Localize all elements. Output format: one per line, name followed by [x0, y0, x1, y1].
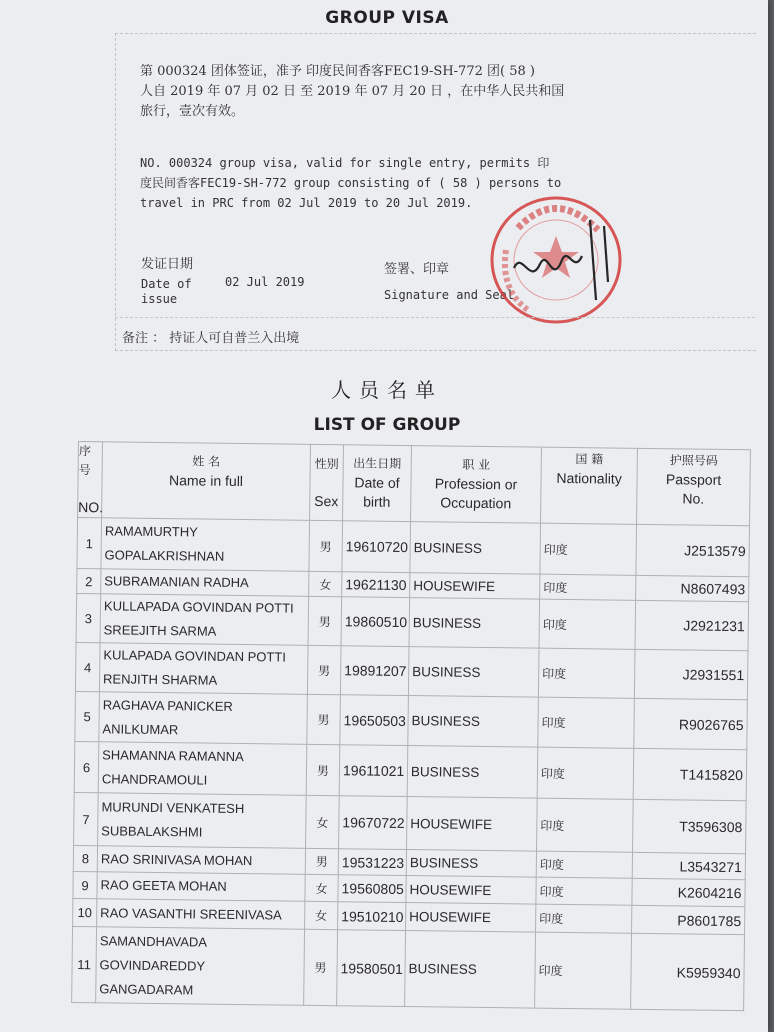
official-seal-stamp — [478, 190, 640, 326]
member-occupation: BUSINESS — [406, 850, 536, 878]
member-name — [100, 594, 309, 646]
member-name — [101, 518, 310, 572]
header-passport — [637, 448, 751, 525]
member-occupation: BUSINESS — [409, 598, 540, 649]
member-occupation: HOUSEWIFE — [410, 573, 540, 600]
member-occupation: BUSINESS — [405, 931, 536, 1009]
member-name-line: CHANDRAMOULI — [101, 771, 208, 788]
header-occupation-en: Profession or — [434, 475, 518, 493]
header-passport-en: No. — [682, 490, 705, 507]
member-passport: P8601785 — [632, 905, 745, 934]
member-passport: L3543271 — [632, 852, 745, 879]
row-number: 6 — [74, 741, 99, 792]
member-sex: 男 — [305, 848, 338, 874]
member-name-line: RAO GEETA MOHAN — [100, 877, 227, 894]
member-name — [97, 872, 305, 902]
header-nationality-en: Nationality — [556, 469, 622, 487]
header-passport-en: Passport — [665, 471, 722, 488]
member-passport: J2931551 — [634, 649, 748, 699]
group-member-table — [71, 441, 751, 1011]
list-title-en: LIST OF GROUP — [313, 415, 461, 435]
member-name-line: GOPALAKRISHNAN — [104, 547, 225, 564]
header-dob-zh: 出生日期 — [353, 456, 402, 471]
header-nationality — [541, 447, 638, 524]
table-header-row — [78, 442, 751, 526]
header-sex-zh: 性别 — [314, 456, 339, 471]
member-dob: 19560805 — [338, 875, 406, 903]
remark-divider — [115, 317, 755, 318]
member-name-line: RENJITH SHARMA — [103, 671, 218, 688]
row-number: 8 — [73, 845, 97, 871]
row-number: 1 — [77, 518, 102, 569]
member-occupation: HOUSEWIFE — [406, 876, 536, 905]
signature-label-en: Signature and Seal — [384, 288, 515, 302]
table-row — [74, 741, 747, 800]
row-number: 10 — [73, 898, 97, 926]
member-name-line: MURUNDI VENKATESH — [101, 799, 245, 817]
header-name-zh: 姓 名 — [192, 454, 221, 469]
member-name-line: RAO SRINIVASA MOHAN — [100, 850, 253, 868]
table-row — [75, 642, 748, 699]
row-number: 5 — [75, 691, 100, 741]
member-passport: J2513579 — [636, 524, 750, 576]
member-nationality: 印度 — [536, 851, 632, 878]
member-nationality: 印度 — [535, 932, 632, 1009]
member-occupation: BUSINESS — [410, 522, 541, 575]
visa-en-line: travel in PRC from 02 Jul 2019 to 20 Jul 2019. — [140, 196, 473, 210]
member-name — [97, 846, 305, 875]
remark: 备注 ： 持证人可自普兰入出境 — [122, 331, 300, 346]
member-nationality: 印度 — [540, 574, 636, 600]
member-name-line: SUBRAMANIAN RADHA — [104, 573, 249, 591]
header-occupation-en: Occupation — [440, 494, 512, 512]
member-nationality: 印度 — [538, 697, 635, 748]
member-passport: K5959340 — [631, 933, 745, 1010]
header-nationality-zh: 国 籍 — [575, 452, 604, 467]
table-row — [72, 926, 745, 1010]
row-number: 9 — [73, 871, 97, 898]
header-dob-en: birth — [363, 493, 391, 510]
member-nationality: 印度 — [540, 523, 637, 575]
member-name-line: KULAPADA GOVINDAN POTTI — [103, 647, 286, 665]
member-dob: 19531223 — [338, 849, 406, 876]
document-title: GROUP VISA — [325, 8, 449, 28]
member-occupation: BUSINESS — [408, 696, 539, 748]
header-no-zh: 序号 — [78, 444, 91, 478]
member-sex: 男 — [304, 929, 338, 1005]
member-name-line: SHAMANNA RAMANNA — [102, 747, 244, 765]
member-name-line: GANGADARAM — [99, 980, 194, 997]
member-passport: R9026765 — [634, 698, 748, 749]
header-name-en: Name in full — [168, 472, 244, 490]
member-name — [101, 569, 309, 597]
table-row — [74, 792, 747, 853]
member-name — [97, 899, 305, 930]
signature-label-zh: 签署、印章 — [384, 262, 450, 277]
member-passport: T3596308 — [633, 799, 747, 853]
member-name-line: SREEJITH SARMA — [103, 622, 217, 639]
member-dob: 19860510 — [341, 597, 410, 647]
header-no — [78, 442, 103, 518]
header-name — [102, 442, 311, 521]
row-number: 4 — [75, 642, 100, 691]
member-dob: 19621130 — [342, 572, 410, 598]
member-sex: 男 — [307, 694, 341, 744]
member-name — [98, 793, 307, 849]
list-title-zh: 人员名单 — [331, 378, 443, 402]
member-dob: 19610720 — [342, 521, 411, 573]
member-passport: J2921231 — [635, 600, 749, 650]
member-dob: 19650503 — [340, 695, 409, 746]
issue-date-label-en-line: issue — [141, 292, 178, 306]
member-nationality: 印度 — [536, 904, 632, 933]
member-sex: 女 — [305, 901, 338, 929]
member-sex: 女 — [309, 571, 342, 596]
header-passport-zh: 护照号码 — [669, 453, 718, 468]
member-name-line: ANILKUMAR — [102, 720, 179, 737]
header-occupation — [411, 446, 542, 524]
header-occupation-zh: 职 业 — [462, 457, 491, 473]
member-name-line: RAMAMURTHY — [104, 523, 198, 540]
header-no-en: NO. — [78, 499, 104, 516]
member-occupation: HOUSEWIFE — [407, 797, 538, 852]
member-nationality: 印度 — [537, 747, 634, 799]
visa-zh-line: 人自 2019 年 07 月 02 日 至 2019 年 07 月 20 日 ，在中华人民共和国 — [140, 84, 565, 99]
header-sex — [310, 444, 344, 520]
member-name-line: SAMANDHAVADA — [99, 932, 208, 950]
member-nationality: 印度 — [539, 599, 636, 649]
issue-date-label-en-line: Date of — [141, 277, 192, 291]
issue-date-value: 02 Jul 2019 — [225, 275, 305, 289]
visa-en-line: 度民间香客FEC19-SH-772 group consisting of ( 58 ) persons to — [140, 176, 562, 190]
member-dob: 19580501 — [337, 930, 406, 1007]
member-name-line: KULLAPADA GOVINDAN POTTI — [103, 598, 294, 616]
member-sex: 男 — [309, 520, 343, 571]
issue-date-label-zh: 发证日期 — [141, 257, 194, 272]
visa-text-chinese — [140, 62, 564, 122]
header-sex-en: Sex — [314, 492, 339, 509]
member-name — [99, 692, 308, 745]
member-nationality: 印度 — [537, 798, 634, 852]
visa-zh-line: 第 000324 团体签证，准予 印度民间香客FEC19-SH-772 团( 58 ) — [140, 64, 535, 79]
table-row — [75, 691, 748, 749]
member-name-line: RAO VASANTHI SREENIVASA — [100, 904, 282, 923]
member-dob: 19611021 — [339, 745, 408, 797]
member-dob: 19670722 — [339, 796, 408, 850]
member-occupation: BUSINESS — [407, 746, 538, 799]
member-name — [98, 742, 307, 796]
member-name — [99, 643, 308, 695]
member-name-line: GOVINDAREDDY — [99, 956, 206, 974]
issue-date-label-en — [141, 277, 192, 307]
member-sex: 女 — [306, 795, 340, 848]
member-name — [96, 927, 305, 1006]
visa-zh-line: 旅行，壹次有效。 — [140, 104, 245, 119]
member-occupation: HOUSEWIFE — [406, 903, 536, 933]
visa-en-line: NO. 000324 group visa, valid for single entry, permits 印 — [140, 156, 550, 170]
member-passport: N8607493 — [636, 575, 749, 601]
member-nationality: 印度 — [536, 877, 632, 905]
member-passport: K2604216 — [632, 878, 745, 906]
row-number: 11 — [72, 926, 97, 1002]
member-sex: 女 — [305, 874, 338, 901]
header-dob-en: Date of — [354, 474, 400, 491]
member-occupation: BUSINESS — [408, 647, 539, 698]
member-name-line: RAGHAVA PANICKER — [102, 696, 233, 714]
table-row — [76, 593, 749, 650]
member-nationality: 印度 — [538, 648, 635, 698]
member-name-line: SUBBALAKSHMI — [101, 823, 203, 840]
member-sex: 男 — [307, 645, 341, 694]
member-dob: 19891207 — [340, 646, 409, 696]
header-dob — [343, 445, 412, 522]
row-number: 7 — [74, 792, 99, 845]
member-sex: 男 — [308, 596, 342, 645]
row-number: 3 — [76, 593, 101, 642]
member-sex: 男 — [306, 744, 340, 795]
member-dob: 19510210 — [338, 902, 406, 931]
member-passport: T1415820 — [633, 748, 747, 800]
table-row — [77, 518, 750, 577]
row-number: 2 — [77, 568, 101, 593]
